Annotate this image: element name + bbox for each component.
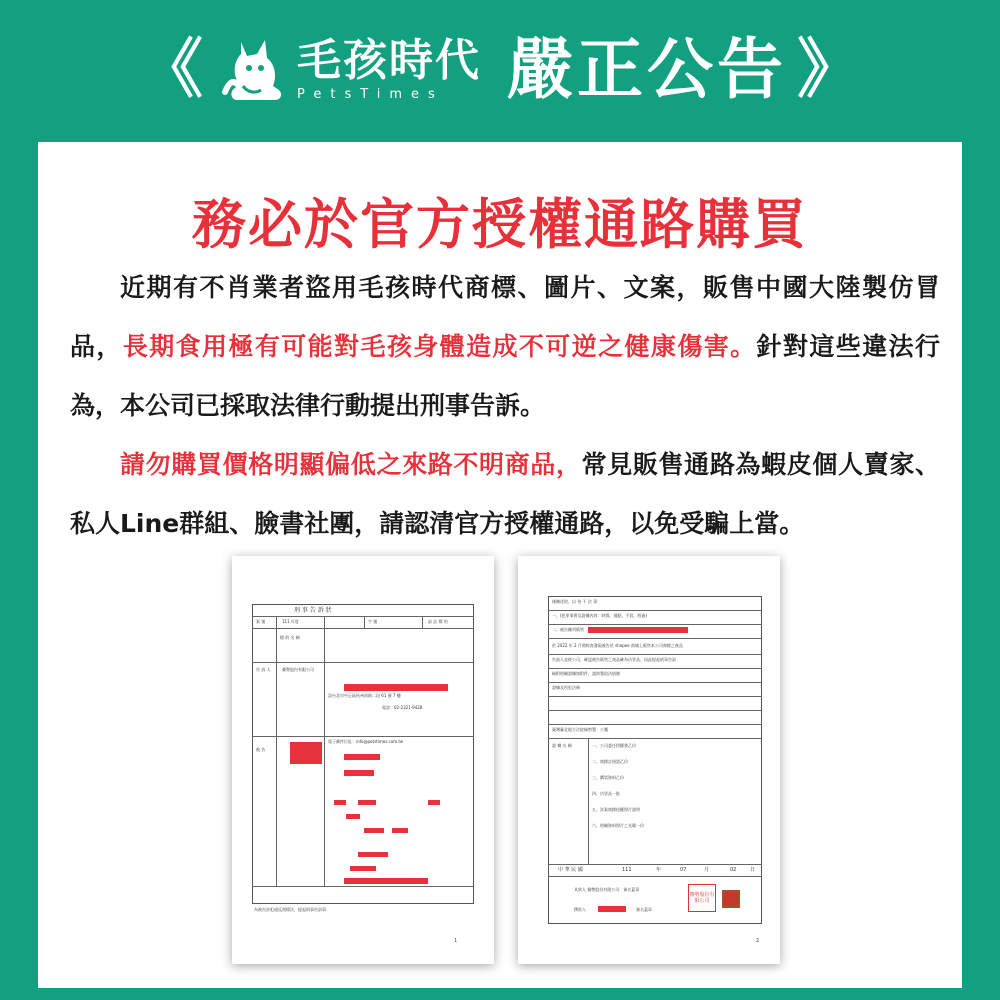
brand-subtitle: PetsTimes — [297, 86, 444, 102]
brand-text — [297, 35, 481, 102]
doc1-title: 刑 事 告 訴 狀 — [294, 607, 332, 614]
doc2-line-4: 於 2022 年 2 月間經查發現被告於 shopee 商城上販售本公司商標之產品 — [552, 643, 683, 648]
doc2-line-3: 二、被告陳列販售 — [552, 627, 584, 632]
notice-title: 務必於官方授權通路購買 — [192, 193, 808, 256]
doc1-defendant-label: 被 告 — [256, 747, 266, 752]
doc2-court: 臺灣臺北地方法院檢察署 公鑒 — [552, 727, 608, 732]
doc2-line-5: 告訴人並經公司，確認被告販售之商品確為仿冒品，因此提起刑事告訴 — [552, 657, 676, 662]
left-bracket: 《 — [139, 32, 203, 107]
redaction-bar — [358, 800, 376, 805]
doc1-court-label: 字 號 — [368, 619, 378, 624]
doc2-date-year: 111 — [622, 867, 632, 873]
doc1-target-label: 訴 訟 標 的 — [428, 619, 448, 624]
cat-logo-icon — [217, 32, 293, 108]
doc2-date-day: 02 — [730, 867, 737, 873]
paragraph-1-text-b: 針對這些違法行為，本公司已採取法律行動提出刑事告訴。 — [70, 332, 940, 420]
doc1-footer: 為被告涉犯違反商標法，提起刑事告訴事： — [254, 907, 330, 912]
redaction-bar — [350, 866, 376, 871]
doc2-date-label: 中 華 民 國 — [558, 867, 583, 873]
doc2-date-month: 07 — [680, 867, 687, 873]
doc2-date-day-label: 日 — [750, 867, 756, 873]
redaction-bar — [344, 878, 428, 884]
doc2-attach-6: 六、相關資料照片之光碟一份 — [592, 823, 644, 828]
notice-panel — [38, 142, 962, 988]
personal-seal-icon — [722, 890, 740, 908]
header — [0, 0, 1000, 140]
doc2-attach-5: 五、涉案商標侵權照片證明 — [592, 807, 640, 812]
redaction-bar — [428, 800, 440, 805]
redaction-bar — [598, 906, 626, 912]
header-title: 嚴正公告 — [507, 31, 787, 108]
doc2-page-number: 2 — [756, 938, 760, 944]
redaction-bar — [344, 754, 380, 760]
brand-name: 毛孩時代 — [297, 35, 481, 87]
doc2-line-1: 僅陳述的，以 待 不 法 事： — [552, 599, 602, 604]
company-seal-icon — [688, 884, 716, 912]
doc2-signer-2-tail: 簽名蓋章 — [636, 907, 652, 912]
doc2-attach-4: 四、仿冒品一批 — [592, 791, 620, 796]
doc2-line-2: 一、(犯罪事實及證據內容：時間、地點、手段、經過) — [552, 613, 648, 618]
right-bracket: 》 — [797, 32, 861, 107]
notice-body — [70, 258, 940, 553]
redaction-bar — [344, 770, 374, 776]
doc1-company: 賽勢股份有限公司 — [282, 667, 314, 672]
redaction-bar — [344, 684, 448, 691]
complaint-document-page-2 — [518, 556, 780, 964]
redaction-bar — [290, 742, 322, 764]
paragraph-1 — [70, 258, 940, 435]
doc2-line-6: 檢附相關證據如附件，請鈞署依法偵辦 — [552, 671, 620, 676]
redaction-bar — [588, 627, 688, 633]
company-seal-text: 賽勢股份有限公司 — [689, 892, 715, 904]
redaction-bar — [346, 814, 360, 819]
paragraph-2-text: 常見販售通路為蝦皮個人賣家、私人Line群組、臉書社團，請認清官方授權通路，以免受騙上當。 — [70, 450, 940, 538]
redaction-bar — [358, 852, 388, 857]
redaction-bar — [392, 828, 408, 833]
doc2-line-7: 證據及所犯法條 — [552, 685, 580, 690]
doc2-signer-2: 撰狀人 — [574, 907, 586, 912]
complaint-document-page-1 — [232, 556, 494, 964]
paragraph-2 — [70, 435, 940, 553]
doc2-date-year-label: 年 — [656, 867, 662, 873]
doc2-attach-2: 二、商標註冊證乙份 — [592, 759, 628, 764]
paragraph-2-warning: 請勿購買價格明顯偏低之來路不明商品， — [120, 450, 582, 479]
doc1-email: 電子郵件位址：info@petstimes.com.tw — [328, 739, 404, 744]
doc1-year: 111 年度 — [282, 619, 299, 624]
redaction-bar — [364, 828, 384, 833]
redaction-bar — [334, 800, 346, 805]
doc2-attach-1: 一、公司委任授權書乙份 — [592, 743, 636, 748]
doc2-attach-label: 證 據 名 稱 — [552, 743, 572, 748]
brand-logo — [217, 32, 481, 108]
doc1-address: 設台北市中正區杭州南路二段 61 號 7 樓 — [328, 693, 401, 698]
doc2-attach-3: 三、購買資料乙份 — [592, 775, 624, 780]
doc1-complainant-label: 告 訴 人 — [256, 667, 271, 672]
doc1-phone: 電話：02-2321-9428 — [382, 705, 423, 710]
doc1-page-number: 1 — [454, 938, 458, 944]
paragraph-1-warning: 長期食用極有可能對毛孩身體造成不可逆之健康傷害。 — [122, 332, 757, 361]
paragraph-1-text-a: 近期有不肖業者盜用毛孩時代商標、圖片、文案，販售中國大陸製仿冒品， — [70, 273, 940, 361]
doc1-case-label: 案 號 — [256, 619, 266, 624]
doc2-signer-1: 具狀人 賽勢股份有限公司 簽名蓋章 — [574, 887, 640, 892]
doc2-date-month-label: 月 — [704, 867, 710, 873]
doc1-item-label: 標 的 名 稱 — [280, 635, 300, 640]
